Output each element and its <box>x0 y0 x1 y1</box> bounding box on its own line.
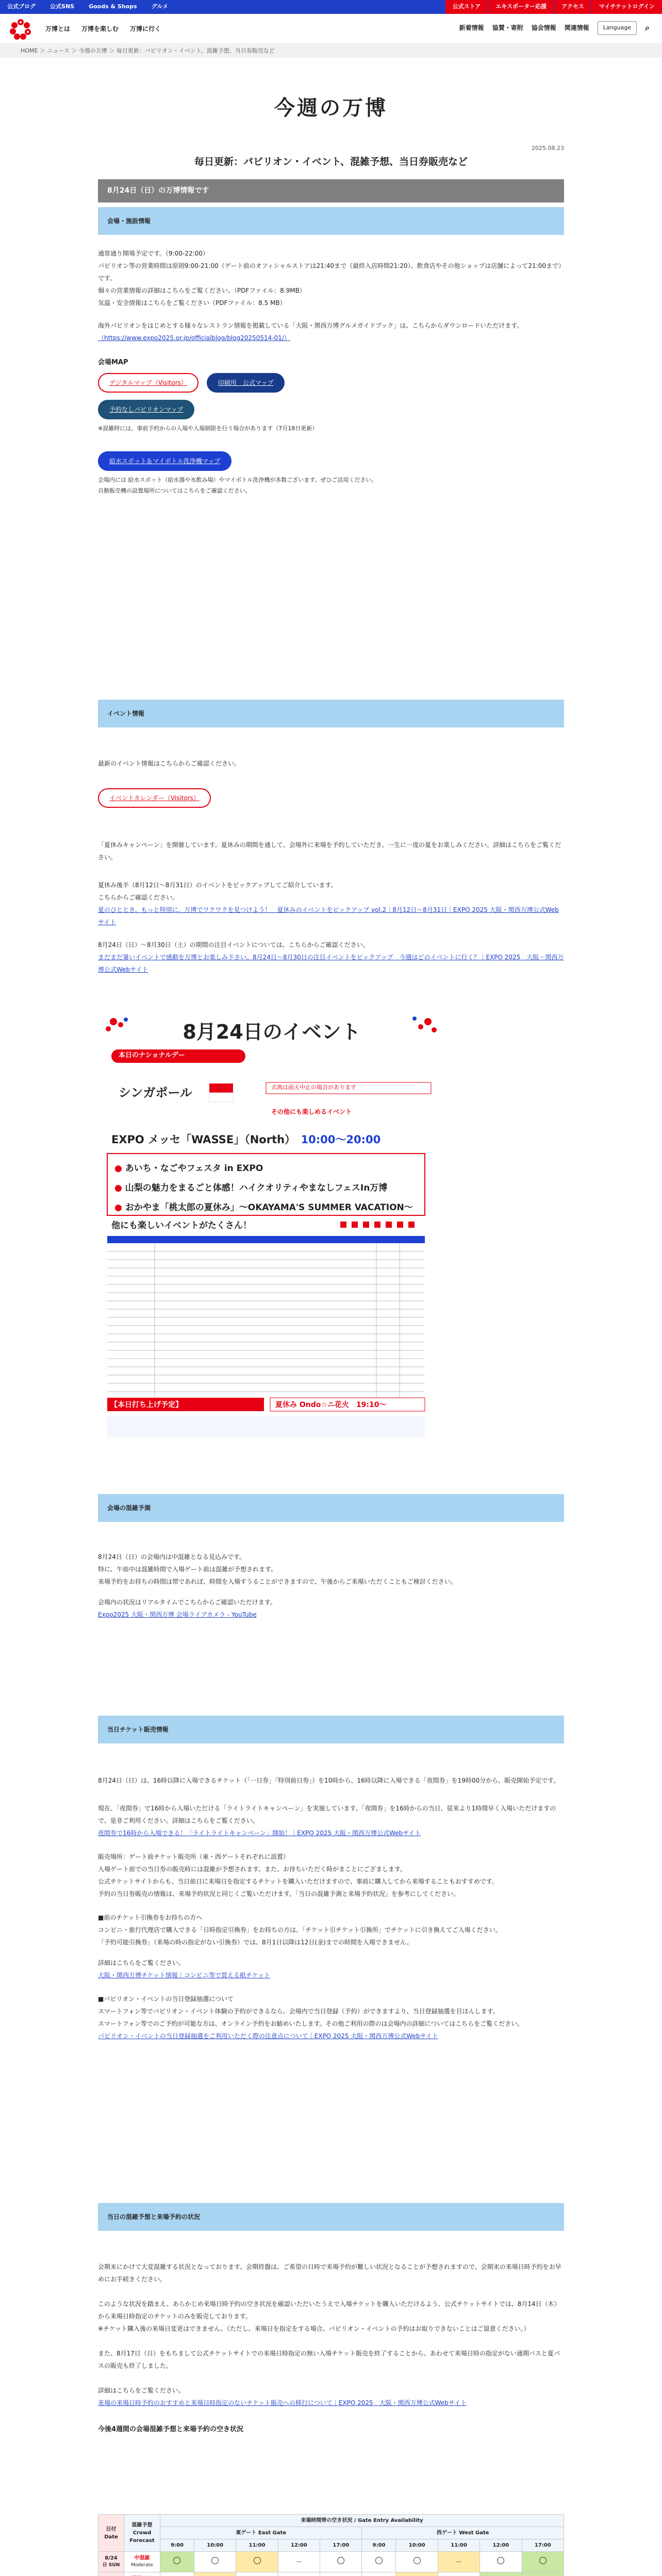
nav-enjoy[interactable]: 万博を楽しむ <box>81 25 119 32</box>
availability-cell[interactable] <box>278 2552 320 2572</box>
ticket-line: 販売場所：ゲート前チケット販売所（東・西ゲートそれぞれに設置） <box>98 1853 289 1860</box>
col-availability: 来場時間帯の空き状況 / Gate Entry Availability <box>160 2515 564 2527</box>
availability-cell[interactable] <box>396 2572 438 2576</box>
ticket-line: スマートフォン等でのご予約が可能な方は、オンライン予約をお勧めいたします。その他ご利用の際のは会場内の詳細についてはこちらをご覧ください。 <box>98 2020 524 2027</box>
map-note: ※混雑時には、事前予約からの入場や入場制限を行う場合があります（7月18日更新） <box>98 425 318 432</box>
available-circle-icon <box>497 2557 504 2564</box>
ticket-line: 現在、「夜間券」で16時から入場いただける「ライトライトキャンペーン」を実施しています。「夜間券」を16時からの当日、従来より1時間早く入場いただけますので、是非ご利用ください。詳細はこちらをご覧ください。 <box>98 1805 556 1824</box>
article-subtitle: 毎日更新：パビリオン・イベント、混雑予想、当日券販売など <box>194 156 468 167</box>
ticket-line: 詳細はこちらをご覧ください。 <box>98 1959 185 1967</box>
event-calendar-button[interactable]: イベントカレンダー（Visitors） <box>98 788 211 808</box>
availability-cell[interactable] <box>438 2572 479 2576</box>
availability-cell[interactable] <box>320 2552 362 2572</box>
search-icon[interactable]: ⌕ <box>645 23 650 33</box>
ticket-light-link[interactable]: 夜間券で16時から入場できる！「ライトライトキャンペーン」開始！｜EXPO 2025 大阪・関西万博公式Webサイト <box>98 1829 421 1837</box>
venue-line: パビリオン等の営業時間は原則9:00-21:00（ゲート前のオフィシャルストアは21:40まで（最終入店時間21:20）、飲食店やその他ショップは店舗によって21:00まで）です。 <box>98 262 561 282</box>
time-slot-header: 9:00 <box>362 2539 396 2552</box>
availability-cell[interactable] <box>522 2572 564 2576</box>
event-pickup-link[interactable]: 夏のひととき、もっと特別に。万博でワクワクを見つけよう！ 夏休みのイベントをピックアップ vol.2｜8月12日〜8月31日｜EXPO 2025 大阪・関西万博公式Webサイト <box>98 906 559 926</box>
venue-line: 気温・安全情報はこちらをご覧ください（PDFファイル：8.5 MB） <box>98 299 286 307</box>
col-east-gate: 東ゲート East Gate <box>160 2527 362 2539</box>
section-ticket-header: 当日チケット販売情報 <box>98 1716 564 1743</box>
availability-cell[interactable] <box>480 2552 522 2572</box>
section-venue-header: 会場・施設情報 <box>98 207 564 235</box>
ticket-line: 「予約可能引換券」（来場の時の指定がない引換券）では、8月1日以降は12日(金)までの時間を入場できません。 <box>98 1939 413 1946</box>
availability-cell[interactable] <box>278 2572 320 2576</box>
publish-date: 2025.08.23 <box>532 145 564 151</box>
nav-visit[interactable]: 万博に行く <box>130 25 161 32</box>
nav-news[interactable]: 新着情報 <box>459 24 484 32</box>
time-slot-header: 10:00 <box>194 2539 236 2552</box>
unavailable-mark: — <box>296 2559 302 2565</box>
section-reservation-header: 当日の混雑予想と来場予約の状況 <box>98 2203 564 2231</box>
event-week-link[interactable]: まだまだ暑いイベントで感動を万博とお楽しみ下さい。8月24日〜8月30日の注目イベントをピックアップ 今週はどのイベントに行く？｜EXPO 2025 大阪・関西万博公式Webサイト <box>98 954 564 973</box>
poster-country: シンガポール <box>119 1086 192 1100</box>
availability-cell[interactable] <box>522 2552 564 2572</box>
availability-cell[interactable] <box>194 2572 236 2576</box>
topbar-link-blog[interactable]: 公式ブログ <box>7 3 36 10</box>
availability-cell[interactable] <box>480 2572 522 2576</box>
time-slot-header: 12:00 <box>480 2539 522 2552</box>
poster-note1: 式典は雨天中止の場合があります <box>271 1084 356 1091</box>
col-crowd: 混雑予想 Crowd Forecast <box>124 2515 160 2552</box>
ticket-line: 予約の当日券販売の情報は、来場予約状況と同じくご覧いただけます。「当日の混雑予測と来場予約状況」を参考にしてください。 <box>98 1890 460 1897</box>
main-nav <box>0 14 662 44</box>
nav-sponsor[interactable]: 協賛・寄附 <box>492 24 523 32</box>
poster-other-events: 他にも楽しいイベントがたくさん！ <box>111 1221 252 1231</box>
venue-line: 個々の営業情報の詳細はこちらをご覧ください。（PDFファイル：8.9MB） <box>98 287 306 294</box>
language-select[interactable]: Language <box>598 21 637 35</box>
poster-national-day: 本日のナショナルデー <box>119 1052 185 1059</box>
reservation-line: 会期末にかけて大変混雑する状況となっております。会期終盤は、ご希望の日時で来場予約が難しい状況となることが予想されますので、会期末の来場日時予約をお早めにお手続きください。 <box>98 2263 561 2283</box>
topbar-store-button[interactable]: 公式ストア <box>445 0 488 14</box>
availability-table-title: 今後4週間の会場混雑予想と来場予約の空き状況 <box>98 2426 244 2433</box>
nav-related[interactable]: 関連情報 <box>564 24 589 32</box>
availability-cell[interactable] <box>160 2572 194 2576</box>
available-circle-icon <box>173 2557 180 2564</box>
col-west-gate: 西ゲート West Gate <box>362 2527 564 2539</box>
crowd-live-text: 会場内の状況はリアルタイムでこちらからご確認いただけます。 <box>98 1599 276 1606</box>
section-crowd-header: 会場の混雑予測 <box>98 1494 564 1522</box>
venue-map-heading: 会場MAP <box>98 359 128 366</box>
reservation-line: 詳細はこちらをご覧ください。 <box>98 2387 185 2394</box>
table-row <box>98 2572 564 2576</box>
ticket-line: スマートフォン等でパビリオン・イベント体験の予約ができるなら、会場内で当日登録（予約）ができますより、当日登録抽選を目ほんします。 <box>98 2008 499 2015</box>
ticket-line: ■前のチケット引換券をお持ちの方へ <box>98 1914 203 1921</box>
nav-about[interactable]: 万博とは <box>45 25 71 32</box>
availability-cell[interactable] <box>236 2552 278 2572</box>
availability-cell[interactable] <box>236 2572 278 2576</box>
event-summer-text: 「夏休みキャンペーン」を開催しています。夏休みの期間を通して、会場外に来場を予約していただき、一生に一度の夏をお楽しみください。詳細はこちらをご覧ください。 <box>98 841 561 861</box>
water-spot-map-button[interactable]: 給水スポット＆マイボトル洗浄機マップ <box>98 451 231 471</box>
event-week-text: 8月24日（日）〜8月30日（土）の期間の注目イベントについては、こちらからご確認ください。 <box>98 941 369 948</box>
availability-table-1 <box>98 2514 564 2576</box>
top-utility-bar <box>0 0 662 14</box>
available-circle-icon <box>539 2557 547 2564</box>
available-circle-icon <box>375 2557 383 2564</box>
poster-wasse: EXPO メッセ「WASSE」（North） <box>111 1133 290 1146</box>
row-crowd <box>124 2572 160 2576</box>
event-pickup-text2: こちらからご確認ください。 <box>98 894 179 901</box>
time-slot-header: 17:00 <box>320 2539 362 2552</box>
venue-line: 通常通り開場予定です。（9:00-22:00） <box>98 250 209 257</box>
crowd-line: 8月24日（日）の会場内は中混雑となる見込みです。 <box>98 1553 245 1561</box>
available-circle-icon <box>337 2557 344 2564</box>
topbar-link-gourmet[interactable]: グルメ <box>151 3 168 10</box>
ticket-line: 入場ゲート前での当日券の販売時には混雑が予想されます。また、お待ちいただく時がまことにござまします。 <box>98 1866 407 1873</box>
poster-event-item: ● 山梨の魅力をまるごと体感！ハイクオリティやまなしフェスIn万博 <box>114 1183 388 1193</box>
availability-cell[interactable] <box>438 2552 479 2572</box>
paper-ticket-link[interactable]: 大阪・関西万博チケット情報｜コンビニ等で買える紙チケット <box>98 1972 270 1979</box>
availability-cell[interactable] <box>160 2552 194 2572</box>
time-slot-header: 11:00 <box>236 2539 278 2552</box>
event-pickup-text: 夏休み後半（8月12日〜8月31日）のイベントをピックアップしてご紹介しています。 <box>98 882 337 889</box>
available-circle-icon <box>211 2557 219 2564</box>
reservation-line: このような状況を踏まえ、あらかじめ来場日時予約の空き状況を確認いただいたうえで入場チケットを購入いただけるよう、公式チケットサイトでは、8月14日（木）から来場日時指定のチケットのみを販売しております。 <box>98 2300 560 2320</box>
availability-cell[interactable] <box>362 2552 396 2572</box>
crowd-line: 来場予約をお持ちの時間は帯であれば、時間を入場すうることができますので、午後からご来場いただくこともご検討ください。 <box>98 1578 457 1585</box>
gourmet-guide-link[interactable]: （https://www.expo2025.or.jp/officialblog/blog20250514-01/） <box>98 334 290 342</box>
ticket-line: ■パビリオン・イベントの当日登録抽選について <box>98 1995 234 2003</box>
expo-logo[interactable] <box>7 17 34 43</box>
topbar-link-sns[interactable]: 公式SNS <box>50 3 75 10</box>
topbar-login-button[interactable]: マイチケットログイン <box>592 0 662 14</box>
reservation-line: ※チケット購入後の来場日変更はできません。（ただし、来場日を指定をする場合、パビリオン・イベントの予約はお取りできないことはご留意ください。） <box>98 2325 530 2332</box>
vending-text: 自動販売機の設置場所についてはこちらをご確認ください。 <box>98 487 251 494</box>
print-map-button[interactable]: 印刷用 公式マップ <box>207 373 285 393</box>
no-reservation-map-button[interactable]: 予約なしパビリオンマップ <box>98 400 194 419</box>
ticket-line: 公式チケットサイトからも、当日前日に来場日を指定するチケットを購入いただけますので、事前に購入してから来場することもおすすめです。 <box>98 1878 498 1885</box>
availability-cell[interactable] <box>396 2552 438 2572</box>
breadcrumb[interactable]: HOME ＞ ニュース ＞ 今週の万博 ＞ 毎日更新：パビリオン・イベント、混雑予想、当日券販売など <box>0 44 662 58</box>
section-event-header: イベント情報 <box>98 700 564 727</box>
today-header: 8月24日（日）の万博情報です <box>98 179 564 202</box>
poster-event-item: ● あいち・なごやフェスタ in EXPO <box>114 1163 263 1174</box>
gourmet-guide-text: 海外パビリオンをはじめとする様々なレストラン情報を掲載している「大阪・関西万博グルメガイドブック」は、こちらからダウンロードいただけます。 <box>98 322 523 329</box>
col-date: 日付 Date <box>98 2515 124 2552</box>
event-poster <box>98 1006 445 1449</box>
time-slot-header: 10:00 <box>396 2539 438 2552</box>
row-date <box>98 2572 124 2576</box>
time-slot-header: 12:00 <box>278 2539 320 2552</box>
crowd-line: 特に、午前中は混雑時間で入場ゲート前は混雑が予想されます。 <box>98 1566 277 1573</box>
ticket-line: コンビニ・旅行代理店で購入できる「日時指定引換券」をお持ちの方は、「チケット引チケット引換所」でチケットに引き換えてご入場ください。 <box>98 1926 502 1934</box>
available-circle-icon <box>413 2557 421 2564</box>
event-latest-text: 最新のイベント情報はこちらからご確認ください。 <box>98 760 241 767</box>
ticket-line: 8月24日（日）は、16時以降に入場できるチケット（「一日券」「特別前日券」）を10時から、16時以降に入場できる「夜間券」を19時00分から、販売開始予定です。 <box>98 1777 560 1784</box>
poster-fireworks-time: 19:10〜 <box>356 1401 387 1409</box>
topbar-access-button[interactable]: アクセス <box>554 0 591 14</box>
reservation-line: また、8月17日（日）をもちまして公式チケットサイトでの来場日時指定の無い入場チケット販売を終了することから、あわせて来場日時の指定がない通期パスと夏パスの販売も終了しました。 <box>98 2350 560 2369</box>
poster-wasse-time: 10:00〜20:00 <box>301 1133 381 1146</box>
lottery-notes-link[interactable]: パビリオン・イベントの当日登録抽選をご利用いただく際の注意点について｜EXPO 2025 大阪・関西万博公式Webサイト <box>98 2032 438 2040</box>
time-slot-header: 17:00 <box>522 2539 564 2552</box>
reservation-link[interactable]: 来場の来場日時予約のおすすめと来場日時指定のないチケット販売への移行について｜EXPO 2025 大阪・関西万博公式Webサイト <box>98 2399 467 2406</box>
water-spot-text: 会場内には 給水スポット（給水器や水飲み場）やマイボトル洗浄機が多数ございます。ぜひご活用ください。 <box>98 477 377 483</box>
digital-map-button[interactable]: デジタルマップ（Visitors） <box>98 373 198 393</box>
table-row <box>98 2552 564 2572</box>
poster-fireworks-name: 夏休み Ondo☆ニ花火 <box>275 1401 349 1409</box>
topbar-link-goods[interactable]: Goods & Shops <box>89 3 137 10</box>
available-circle-icon <box>254 2557 261 2564</box>
availability-cell[interactable] <box>194 2552 236 2572</box>
poster-fireworks-label: 【本日打ち上げ予定】 <box>110 1401 183 1409</box>
poster-event-item: ● おかやま「桃太郎の夏休み」〜OKAYAMA'S SUMMER VACATION〜 <box>114 1202 413 1213</box>
time-slot-header: 9:00 <box>160 2539 194 2552</box>
time-slot-header: 11:00 <box>438 2539 479 2552</box>
page-title: 今週の万博 <box>274 96 388 120</box>
live-camera-link[interactable]: Expo2025 大阪・関西万博 会場ライブカメラ - YouTube <box>98 1611 257 1618</box>
nav-association[interactable]: 協会情報 <box>531 24 556 32</box>
unavailable-mark: — <box>456 2559 462 2565</box>
topbar-exporter-button[interactable]: エキスポーター応援 <box>488 0 554 14</box>
poster-title: 8月24日のイベント <box>183 1021 361 1043</box>
availability-cell[interactable] <box>320 2572 362 2576</box>
poster-note2: その他にも楽しめるイベント <box>271 1108 352 1115</box>
row-crowd: 中混雑 Moderate <box>124 2552 160 2572</box>
availability-cell[interactable] <box>362 2572 396 2576</box>
row-date: 8/24 日 SUN <box>98 2552 124 2572</box>
